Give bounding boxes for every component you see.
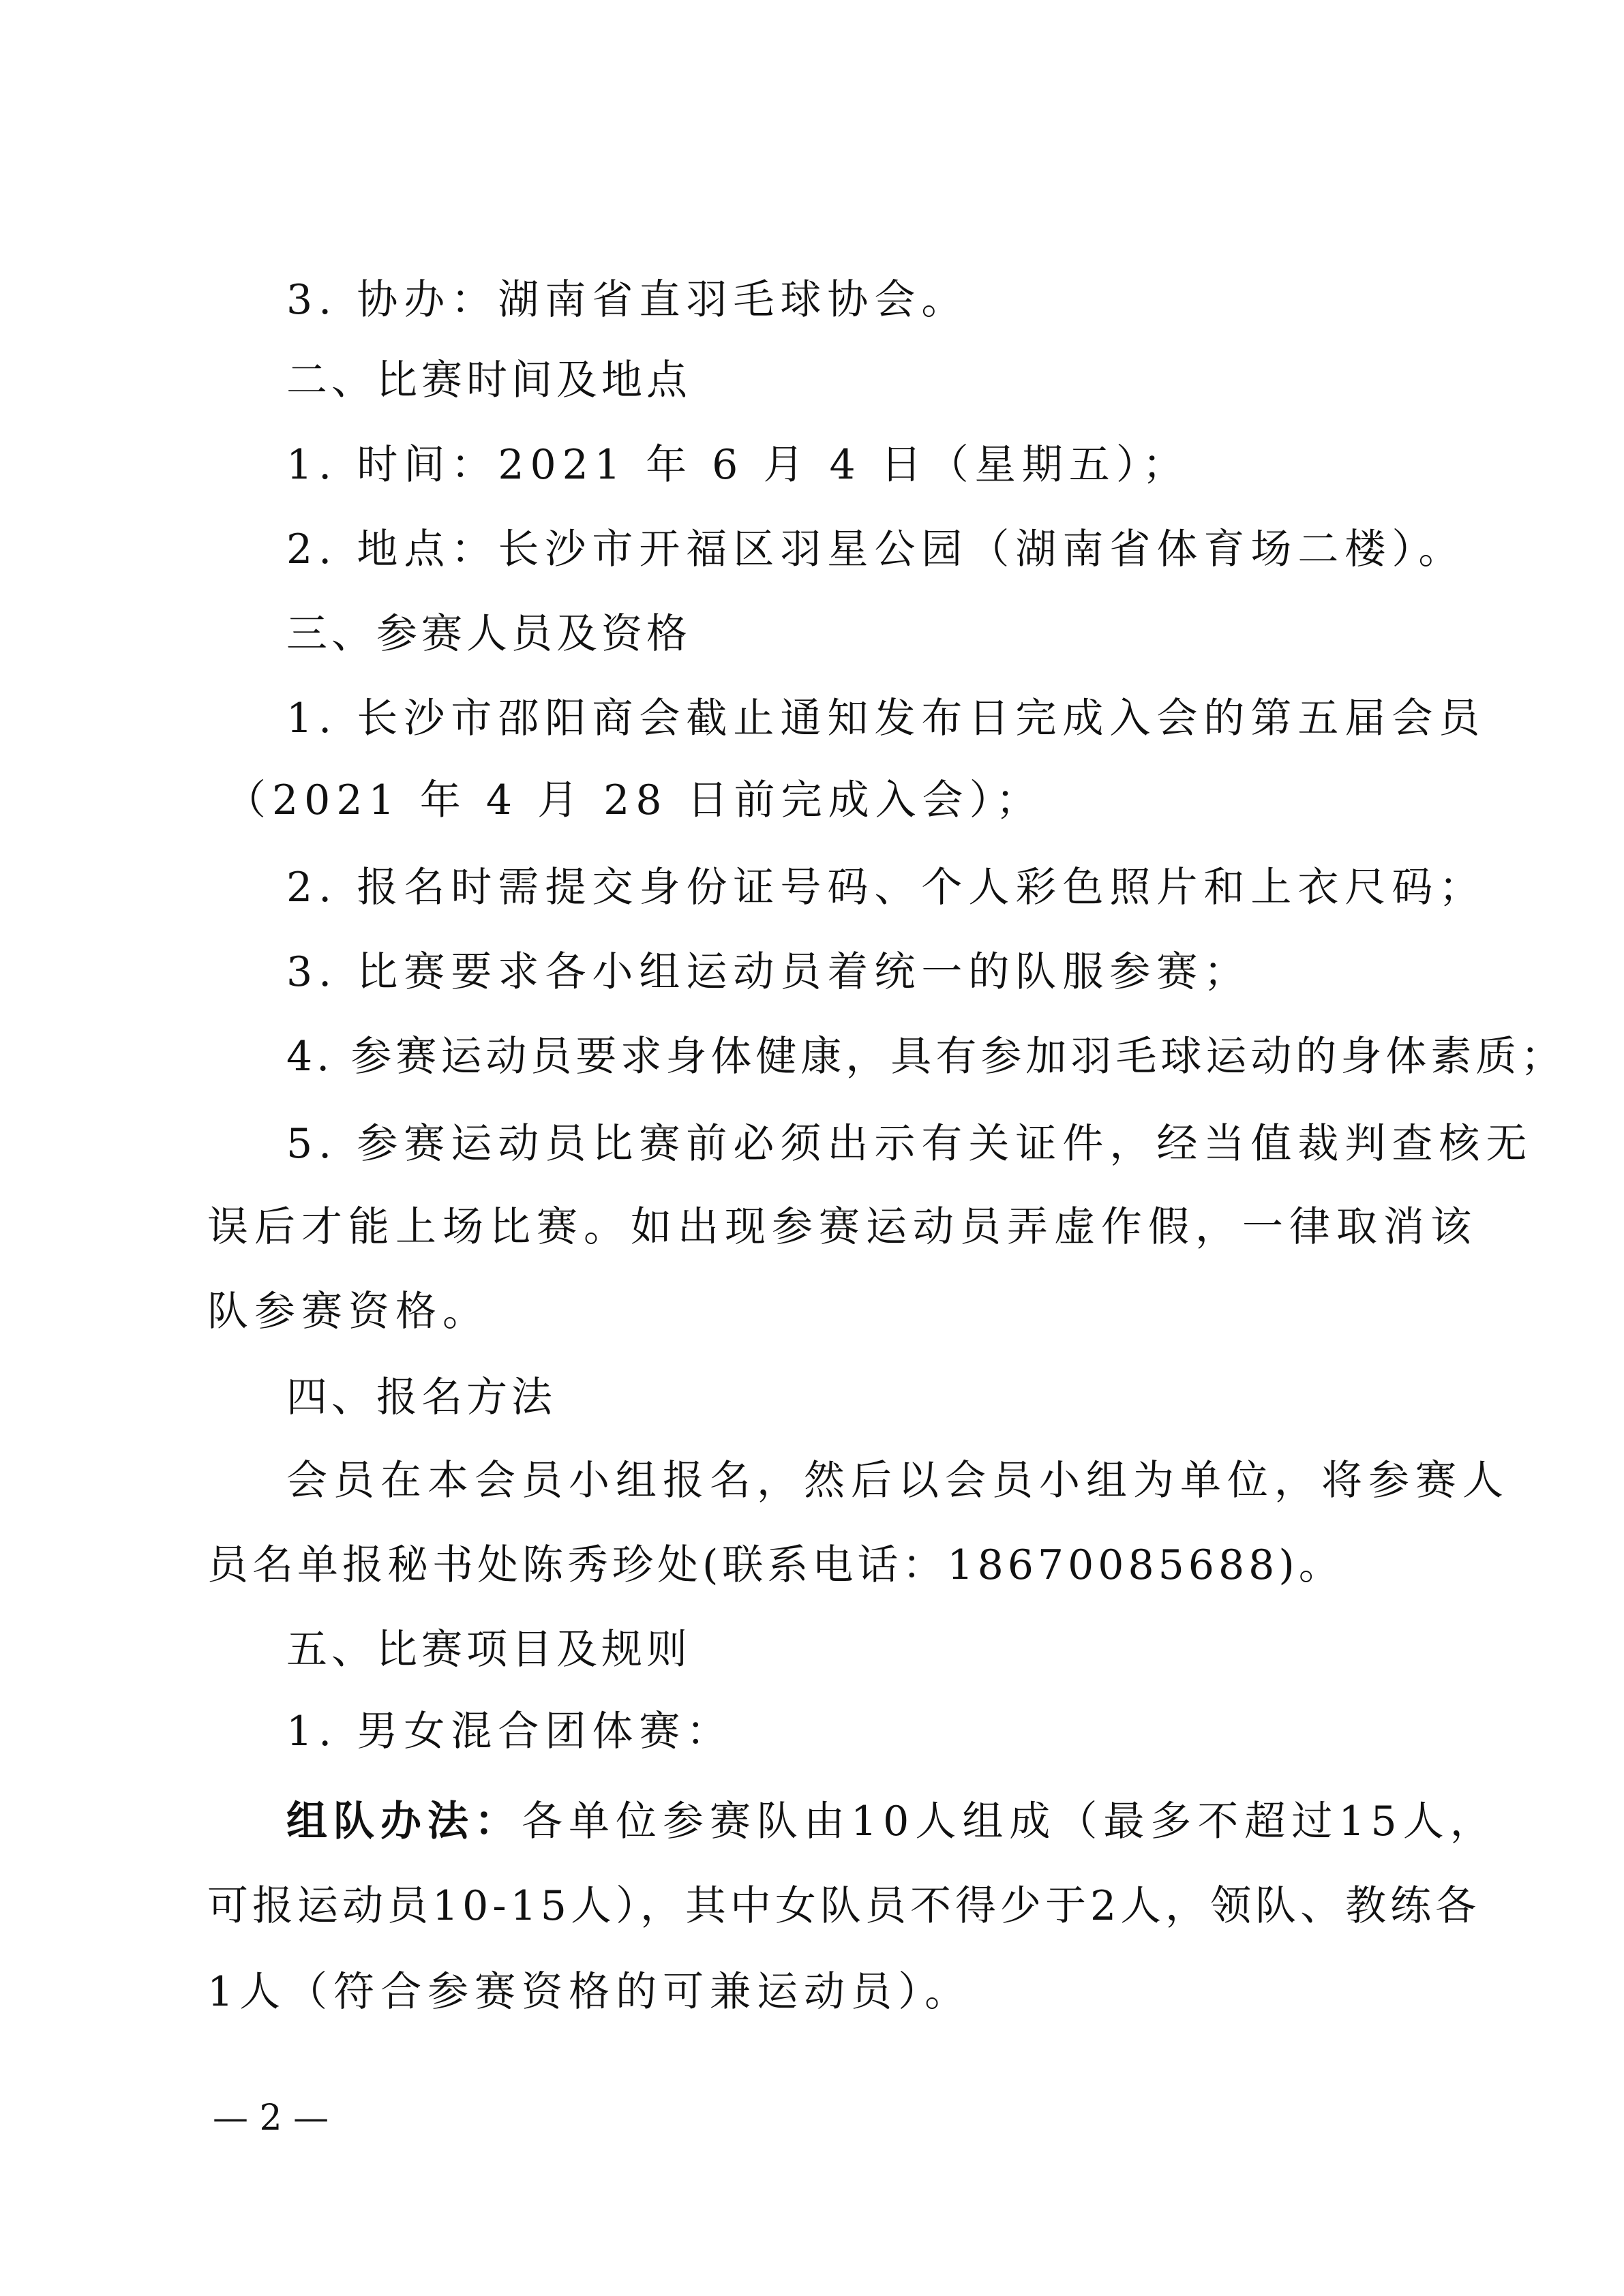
eligibility-item-5-cont-2: 队参赛资格。 [207, 1288, 490, 1335]
team-formation-line [286, 1793, 1497, 1850]
registration-text-cont: 员名单报秘书处陈秀珍处(联系电话：18670085688)。 [207, 1541, 1344, 1589]
location-line: 2. 地点：长沙市开福区羽星公园（湖南省体育场二楼）。 [286, 526, 1466, 573]
team-formation-cont-1: 可报运动员10-15人），其中女队员不得少于2人，领队、教练各 [207, 1882, 1481, 1930]
team-formation-text: 各单位参赛队由10人组成（最多不超过15人， [522, 1798, 1497, 1845]
eligibility-item-4: 4. 参赛运动员要求身体健康，具有参加羽毛球运动的身体素质； [286, 1033, 1566, 1081]
eligibility-item-1-cont: （2021 年 4 月 28 日前完成入会）； [225, 776, 1043, 824]
organizer-line: 3. 协办：湖南省直羽毛球协会。 [286, 276, 969, 324]
eligibility-item-5: 5. 参赛运动员比赛前必须出示有关证件，经当值裁判查核无 [286, 1120, 1533, 1168]
page-number: — 2 — [213, 2098, 329, 2139]
team-formation-cont-2: 1人（符合参赛资格的可兼运动员）。 [207, 1968, 972, 2016]
eligibility-item-1: 1. 长沙市邵阳商会截止通知发布日完成入会的第五届会员 [286, 695, 1486, 742]
team-formation-label: 组队办法： [286, 1798, 522, 1845]
section-heading-time-location: 二、比赛时间及地点 [286, 357, 691, 404]
eligibility-item-2: 2. 报名时需提交身份证号码、个人彩色照片和上衣尺码； [286, 864, 1486, 911]
registration-text: 会员在本会员小组报名，然后以会员小组为单位，将参赛人 [286, 1457, 1509, 1505]
time-line: 1. 时间：2021 年 6 月 4 日（星期五）； [286, 441, 1190, 489]
eligibility-item-3: 3. 比赛要求各小组运动员着统一的队服参赛； [286, 948, 1251, 996]
event-item-1: 1. 男女混合团体赛： [286, 1708, 734, 1755]
section-heading-eligibility: 三、参赛人员及资格 [286, 610, 691, 658]
eligibility-item-5-cont-1: 误后才能上场比赛。如出现参赛运动员弄虚作假，一律取消该 [207, 1203, 1477, 1251]
section-heading-registration: 四、报名方法 [286, 1374, 556, 1421]
section-heading-events-rules: 五、比赛项目及规则 [286, 1626, 691, 1674]
